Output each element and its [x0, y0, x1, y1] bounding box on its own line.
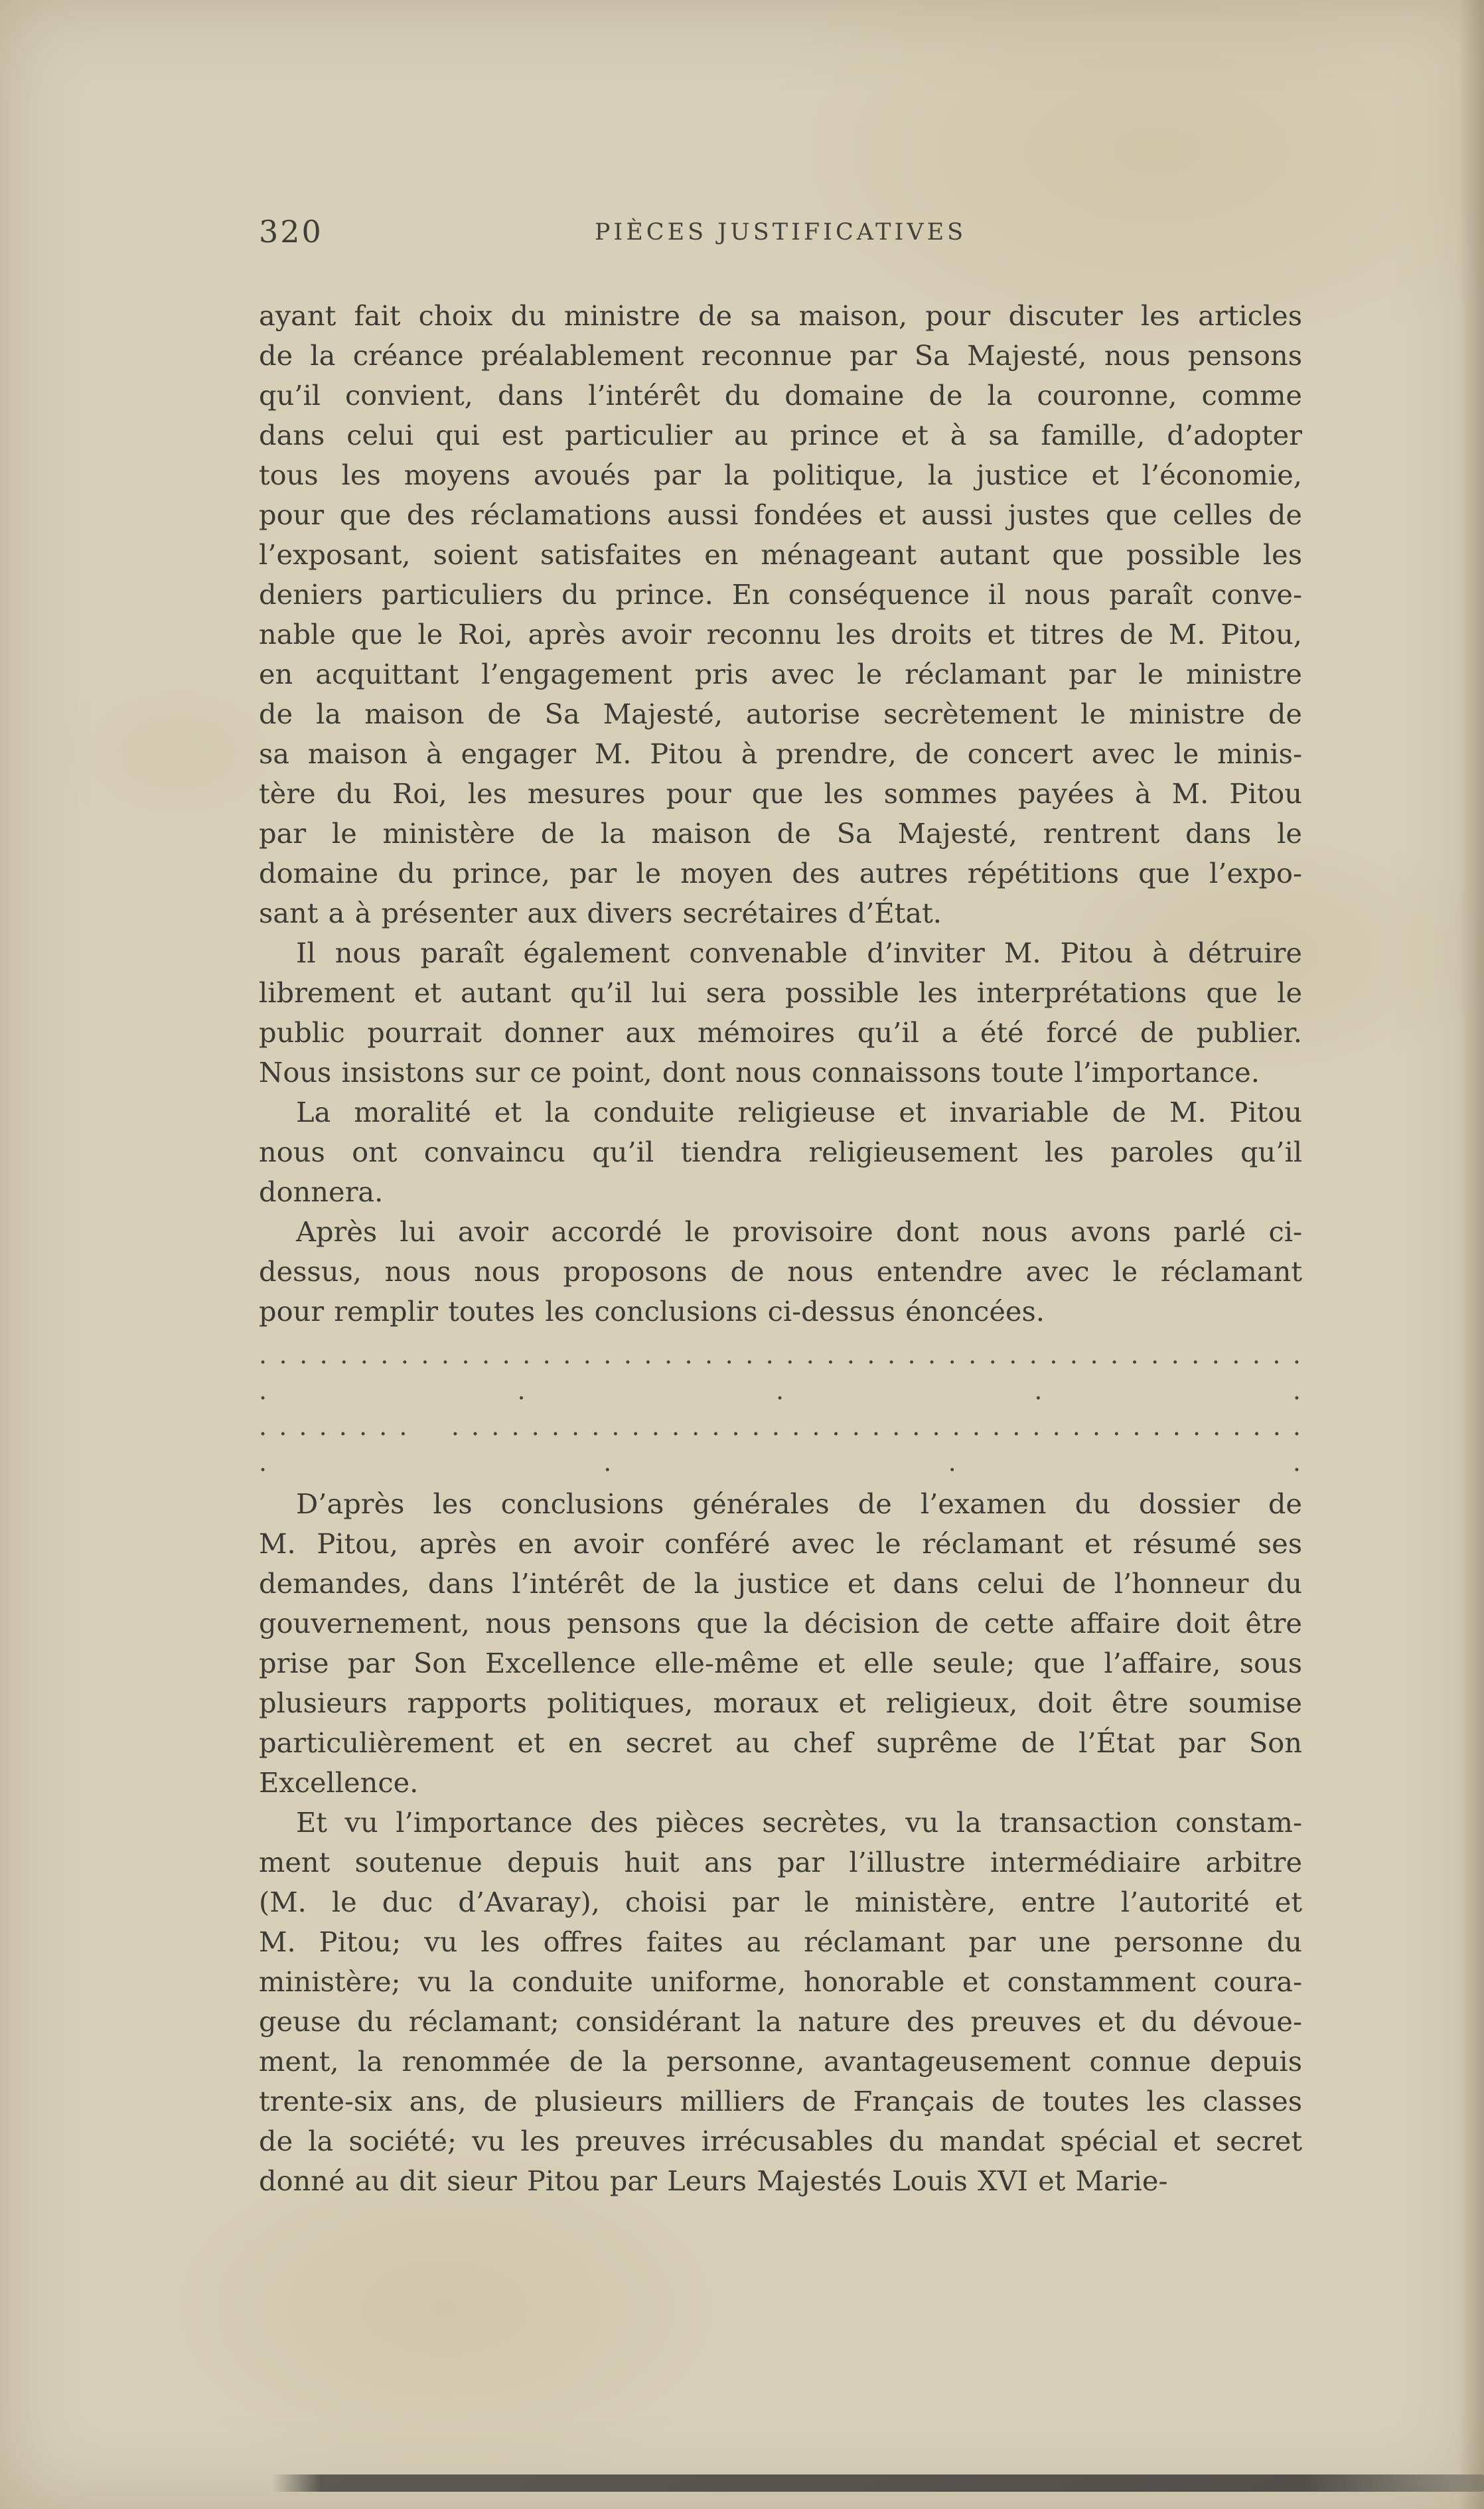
text-line: Nous insistons sur ce point, dont nous connaissons toute l’importance.: [259, 1056, 1260, 1089]
text-line: ment, la renommée de la personne, avantageusement connue depuis: [259, 2045, 1302, 2078]
text-line: ment soutenue depuis huit ans par l’illustre intermédiaire arbitre: [259, 1846, 1302, 1878]
paragraph: [259, 296, 1302, 933]
text-line: gouvernement, nous pensons que la décision de cette affaire doit être: [259, 1607, 1302, 1639]
text-line: D’après les conclusions générales de l’examen du dossier de: [296, 1487, 1302, 1520]
text-line: en acquittant l’engagement pris avec le réclamant par le ministre: [259, 658, 1302, 690]
text-line: pour que des réclamations aussi fondées et aussi justes que celles de: [259, 498, 1302, 531]
text-line: trente-six ans, de plusieurs milliers de Français de toutes les classes: [259, 2085, 1302, 2117]
text-line: librement et autant qu’il lui sera possible les interprétations que le: [259, 976, 1302, 1009]
text-line: dessus, nous nous proposons de nous entendre avec le réclamant: [259, 1255, 1302, 1288]
text-line: public pourrait donner aux mémoires qu’il a été forcé de publier.: [259, 1016, 1302, 1049]
paragraph: [259, 1484, 1302, 1803]
text-line: pour remplir toutes les conclusions ci-dessus énoncées.: [259, 1295, 1045, 1328]
text-line: Il nous paraît également convenable d’inviter M. Pitou à détruire: [296, 937, 1302, 969]
text-line: qu’il convient, dans l’intérêt du domaine de la couronne, comme: [259, 379, 1302, 412]
text-line: M. Pitou; vu les offres faites au réclamant par une personne du: [259, 1926, 1302, 1958]
text-line: ministère; vu la conduite uniforme, honorable et constamment coura-: [259, 1965, 1302, 1998]
text-line: sant a à présenter aux divers secrétaires d’État.: [259, 897, 942, 929]
text-line: de la société; vu les preuves irrécusables du mandat spécial et secret: [259, 2125, 1302, 2157]
text-line: Et vu l’importance des pièces secrètes, vu la transaction constam-: [296, 1806, 1302, 1839]
text-line: particulièrement et en secret au chef suprême de l’État par Son: [259, 1726, 1302, 1759]
text-line: prise par Son Excellence elle-même et elle seule; que l’affaire, sous: [259, 1647, 1302, 1679]
text-block: [259, 296, 1313, 2201]
dots-line: . . . . . . . . . . . . . . . . . . . . . . . . . . . . . . . . . . . . . . . . . . . . . . . . . . . . . . .: [259, 1412, 1313, 1477]
running-head: PIÈCES JUSTIFICATIVES: [594, 219, 967, 246]
omission-dots: [259, 1337, 1313, 1480]
text-line: La moralité et la conduite religieuse et invariable de M. Pitou: [296, 1096, 1302, 1128]
scan-right-edge: [1459, 0, 1484, 2509]
text-line: demandes, dans l’intérêt de la justice et dans celui de l’honneur du: [259, 1567, 1302, 1600]
text-line: M. Pitou, après en avoir conféré avec le réclamant et résumé ses: [259, 1527, 1302, 1560]
text-line: donné au dit sieur Pitou par Leurs Majestés Louis XVI et Marie-: [259, 2165, 1168, 2197]
paragraph: [259, 933, 1302, 1093]
text-line: tère du Roi, les mesures pour que les sommes payées à M. Pitou: [259, 777, 1302, 810]
paragraph: [259, 1803, 1302, 2201]
text-line: dans celui qui est particulier au prince et à sa famille, d’adopter: [259, 419, 1302, 451]
paragraph: [259, 1093, 1302, 1212]
text-line: donnera.: [259, 1176, 384, 1208]
page-number: 320: [259, 214, 323, 250]
text-line: nable que le Roi, après avoir reconnu les droits et titres de M. Pitou,: [259, 618, 1302, 650]
text-line: domaine du prince, par le moyen des autres répétitions que l’expo-: [259, 857, 1302, 889]
paragraph: [259, 1212, 1302, 1331]
text-line: de la créance préalablement reconnue par Sa Majesté, nous pensons: [259, 339, 1302, 372]
text-line: de la maison de Sa Majesté, autorise secrètement le ministre de: [259, 698, 1302, 730]
text-line: Après lui avoir accordé le provisoire dont nous avons parlé ci-: [296, 1215, 1302, 1248]
scan-bottom-edge: [272, 2474, 1484, 2492]
text-line: ayant fait choix du ministre de sa maison, pour discuter les articles: [259, 299, 1302, 332]
text-line: plusieurs rapports politiques, moraux et religieux, doit être soumise: [259, 1687, 1302, 1719]
text-line: (M. le duc d’Avaray), choisi par le ministère, entre l’autorité et: [259, 1886, 1302, 1918]
text-line: sa maison à engager M. Pitou à prendre, de concert avec le minis-: [259, 737, 1302, 770]
text-line: nous ont convaincu qu’il tiendra religieusement les paroles qu’il: [259, 1136, 1302, 1168]
text-line: deniers particuliers du prince. En conséquence il nous paraît conve-: [259, 578, 1302, 611]
text-line: Excellence.: [259, 1766, 419, 1799]
dots-line: . . . . . . . . . . . . . . . . . . . . . . . . . . . . . . . . . . . . . . . . . . . . . . . . . . . . . . . . .: [259, 1340, 1313, 1405]
page-header: [259, 214, 1302, 256]
text-line: geuse du réclamant; considérant la nature des preuves et du dévoue-: [259, 2005, 1302, 2038]
text-line: tous les moyens avoués par la politique, la justice et l’économie,: [259, 459, 1302, 491]
text-line: par le ministère de la maison de Sa Majesté, rentrent dans le: [259, 817, 1302, 850]
text-line: l’exposant, soient satisfaites en ménageant autant que possible les: [259, 538, 1302, 571]
